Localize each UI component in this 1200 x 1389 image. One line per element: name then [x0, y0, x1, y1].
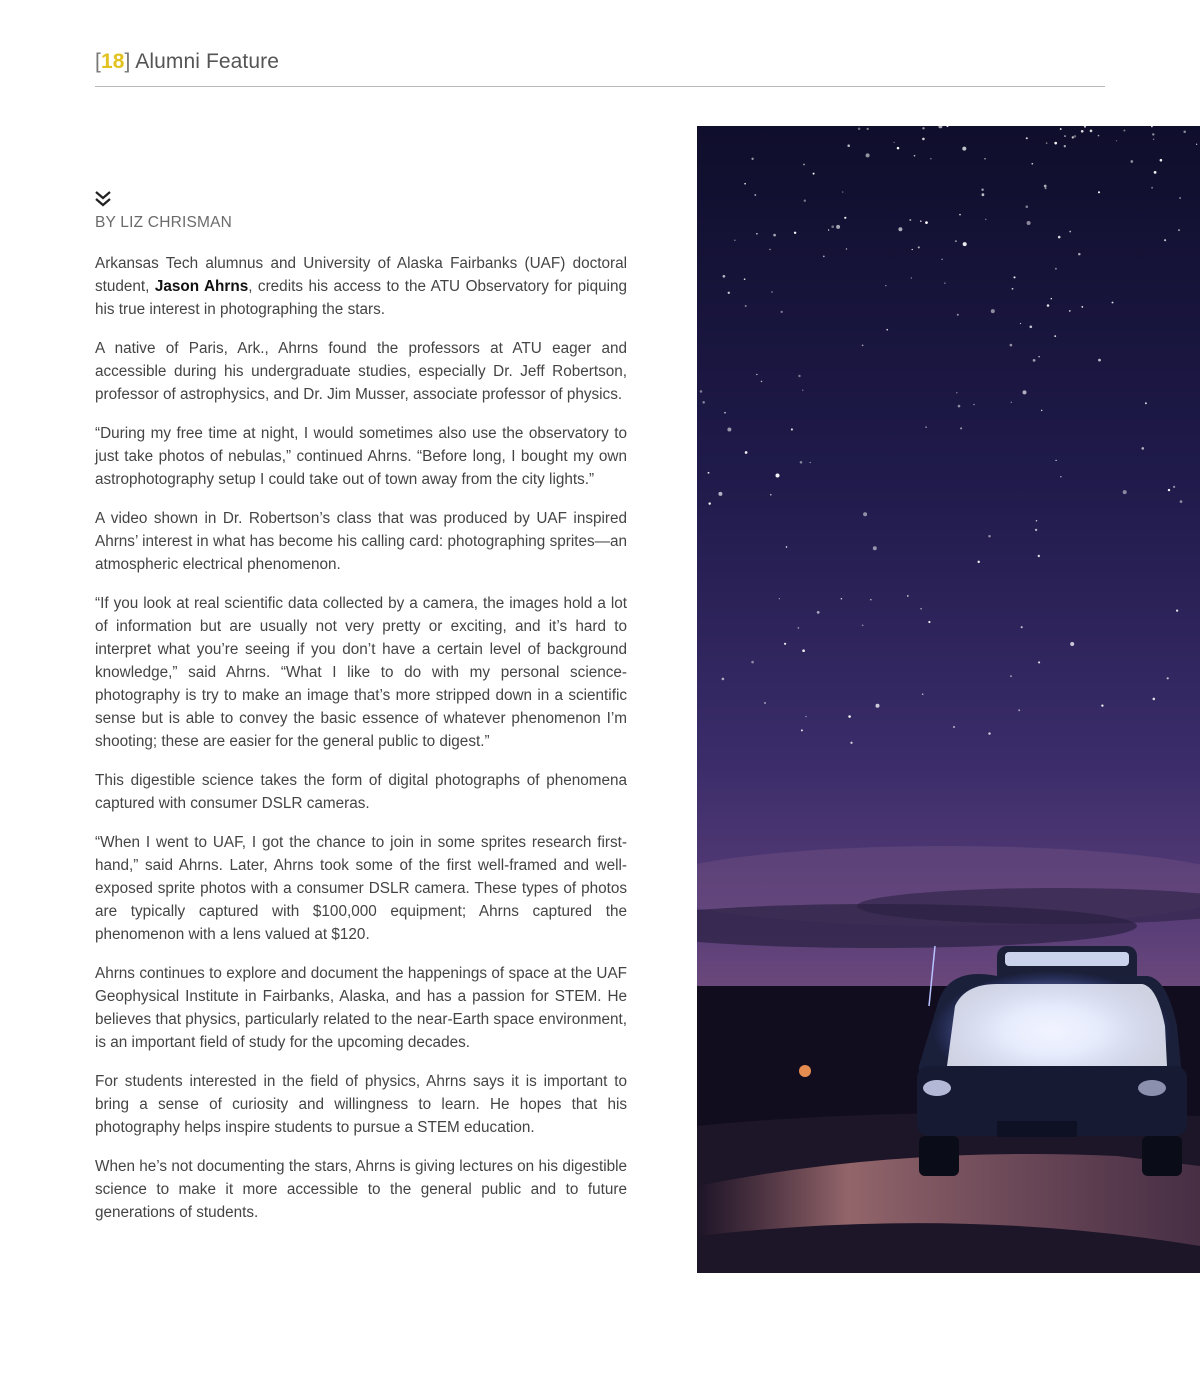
page-number: 18 [100, 50, 125, 73]
paragraph-9: For students interested in the field of physics, Ahrns says it is important to bring a sense of curiosity and willingness to learn. He hopes that his photography helps inspire students to pursue a STEM education. [95, 1073, 627, 1136]
paragraph-2: A native of Paris, Ark., Ahrns found the professors at ATU eager and accessible during his undergraduate studies, especially Dr. Jeff Robertson, professor of astrophysics, and Dr. Jim Musser, associate professor of physics. [95, 340, 627, 403]
paragraph-4: A video shown in Dr. Robertson’s class that was produced by UAF inspired Ahrns’ interest in what has become his calling card: photographing sprites—an atmospheric electrical phenomenon. [95, 510, 627, 573]
double-chevron-down-icon [94, 190, 112, 208]
paragraph-3: “During my free time at night, I would sometimes also use the observatory to just take photos of nebulas,” continued Ahrns. “Before long, I bought my own astrophotography setup I could take out of town away from the city lights.” [95, 425, 627, 488]
section-title: Alumni Feature [135, 50, 280, 73]
header-bracket-close: ] [124, 50, 131, 73]
paragraph-8: Ahrns continues to explore and document the happenings of space at the UAF Geophysical Institute in Fairbanks, Alaska, and has a passion for STEM. He believes that physics, particularly related to the near-Earth space environment, is an important field of study for the upcoming decades. [95, 965, 627, 1051]
paragraph-10: When he’s not documenting the stars, Ahrns is giving lectures on his digestible science to make it more accessible to the general public and to future generations of students. [95, 1158, 627, 1221]
subject-name: Jason Ahrns [154, 278, 249, 295]
byline: BY LIZ CHRISMAN [95, 214, 233, 231]
page-header [95, 50, 279, 74]
header-rule [95, 86, 1105, 87]
paragraph-1: Arkansas Tech alumnus and University of Alaska Fairbanks (UAF) doctoral student, Jason Ahrns, credits his access to the ATU Observatory for piquing his true interest in photographing the stars. [95, 255, 627, 318]
header-bracket-open: [ [95, 50, 101, 73]
paragraph-6: This digestible science takes the form of digital photographs of phenomena captured with consumer DSLR cameras. [95, 772, 627, 812]
paragraph-7: “When I went to UAF, I got the chance to join in some sprites research first-hand,” said Ahrns. Later, Ahrns took some of the first well-framed and well-exposed sprite photos with a consumer DSLR camera. These types of photos are typically captured with $100,000 equipment; Ahrns captured the phenomenon with a lens valued at $120. [95, 834, 627, 943]
paragraph-5: “If you look at real scientific data collected by a camera, the images hold a lot of information but are usually not very pretty or exciting, and it’s hard to interpret what you’re seeing if you don’t have a certain level of background knowledge,” said Ahrns. “What I like to do with my personal science-photography is try to make an image that’s more stripped down in a scientific sense but is able to convey the basic essence of whatever phenomenon I’m shooting; these are easier for the general public to digest.” [95, 595, 627, 750]
article-body [95, 252, 627, 1240]
night-sky-van-photo [697, 126, 1200, 1273]
